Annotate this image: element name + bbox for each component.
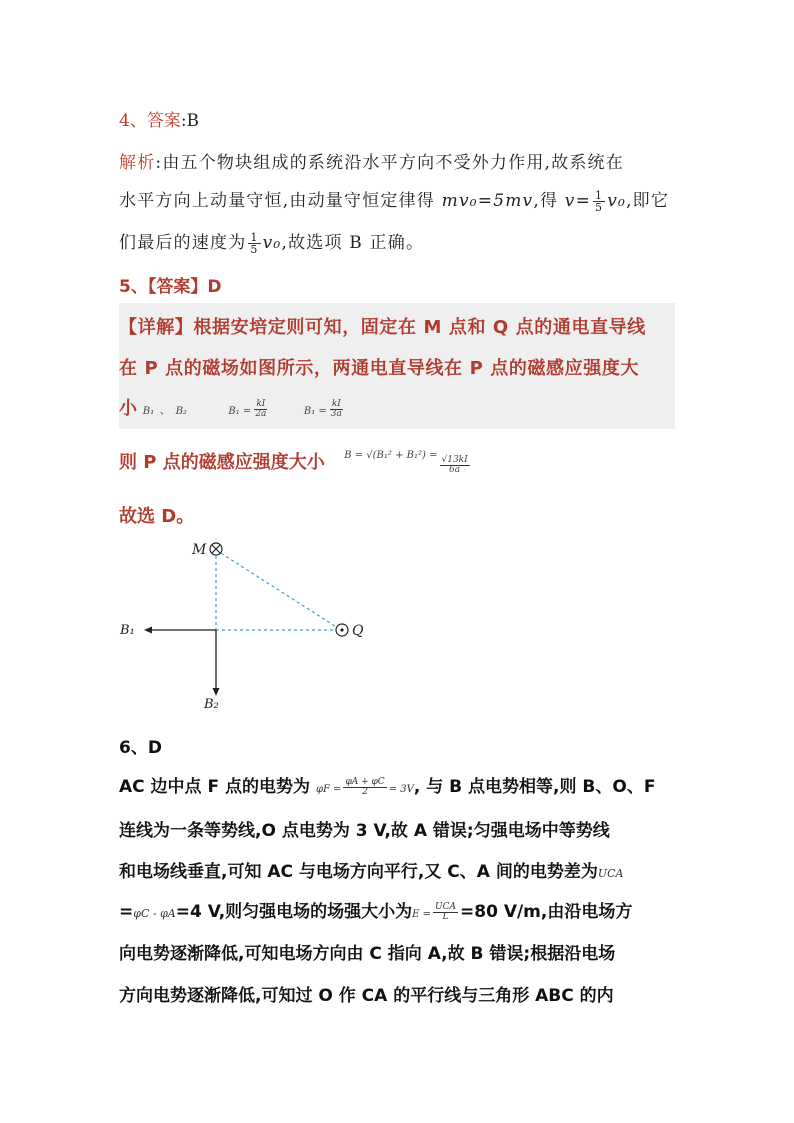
q5-line4-text: 则 P 点的磁感应强度大小 bbox=[119, 452, 325, 473]
q4-frac-den: 5 bbox=[595, 201, 604, 214]
q4-answer-line bbox=[119, 106, 199, 131]
q6-line4-phi: φC - φA bbox=[133, 907, 176, 920]
q4-explain-line1 bbox=[119, 148, 624, 173]
q5-eq-b1-frac bbox=[253, 400, 268, 419]
q4-number: 4、 bbox=[119, 111, 147, 131]
q6-header: 6、D bbox=[119, 738, 162, 758]
q5-eq-b1-num: kI bbox=[256, 398, 266, 409]
q4-frac2-num: 1 bbox=[250, 231, 259, 244]
magnetic-field-diagram bbox=[110, 530, 390, 720]
q6-line2: 连线为一条等势线,O 点电势为 3 V,故 A 错误;匀强电场中等势线 bbox=[119, 821, 610, 841]
q4-explain-line3 bbox=[119, 228, 424, 255]
label-q: Q bbox=[352, 623, 364, 639]
q4-v0-2: v₀ bbox=[262, 233, 282, 253]
q5-eq-b1-den: 2a bbox=[255, 408, 267, 419]
q5-line1: 【详解】根据安培定则可知，固定在 M 点和 Q 点的通电直导线 bbox=[119, 317, 646, 338]
q6-line4a-text: = bbox=[119, 902, 134, 922]
q4-v-eq: v= bbox=[564, 191, 592, 211]
q4-explain-label: 解析 bbox=[119, 153, 156, 173]
q5-line5: 故选 D。 bbox=[119, 506, 195, 527]
q6-eq-phi-rhs: = 3V bbox=[388, 784, 414, 795]
q4-fraction bbox=[593, 190, 605, 213]
q5-eq-b-den: 6a bbox=[449, 465, 461, 475]
q4-fraction-2 bbox=[248, 232, 260, 255]
q5-eq-b-num: √13kI bbox=[441, 455, 468, 465]
q5-eq-b2-num: kI bbox=[331, 398, 341, 409]
q5-sep: 、 bbox=[159, 406, 170, 417]
q5-eq-b-frac bbox=[440, 456, 470, 475]
q5-eq-b2-lhs: B₁ = bbox=[303, 406, 327, 417]
q6-line4c-text: =80 V/m,由沿电场方 bbox=[460, 902, 633, 922]
label-b2: B₂ bbox=[204, 697, 219, 712]
wire-q-out-of-page-icon bbox=[336, 624, 348, 636]
wire-m-into-page-icon bbox=[210, 543, 222, 555]
q5-eq-b2-frac bbox=[329, 400, 344, 419]
q4-eq1: mv₀=5mv bbox=[441, 191, 534, 211]
q6-line1 bbox=[119, 772, 655, 797]
q6-line3 bbox=[119, 857, 624, 882]
q5-header: 5、【答案】D bbox=[119, 277, 222, 297]
label-m: M bbox=[192, 542, 207, 558]
arrow-b2-icon bbox=[213, 630, 220, 696]
dotted-line-mq bbox=[216, 550, 338, 628]
q5-line2: 在 P 点的磁场如图所示，两通电直导线在 P 点的磁感应强度大 bbox=[119, 358, 640, 379]
q6-line1b-text: , 与 B 点电势相等,则 B、O、F bbox=[413, 777, 656, 797]
q4-line2a-text: 水平方向上动量守恒,由动量守恒定律得 bbox=[119, 191, 436, 211]
q6-eq-phi-den: 2 bbox=[362, 786, 368, 797]
q5-line3-text: 小 bbox=[119, 398, 137, 419]
q6-line3a-text: 和电场线垂直,可知 AC 与电场方向平行,又 C、A 间的电势差为 bbox=[119, 862, 598, 882]
q6-line4 bbox=[119, 897, 632, 922]
q6-line5: 向电势逐渐降低,可知电场方向由 C 指向 A,故 B 错误;根据沿电场 bbox=[119, 944, 616, 964]
q6-eq-e-num: UCA bbox=[435, 901, 456, 912]
q5-b1: B₁ bbox=[142, 406, 155, 417]
q6-eq-e-frac bbox=[433, 903, 458, 922]
q4-line3a-text: 们最后的速度为 bbox=[119, 233, 247, 253]
q6-eq-phi-frac bbox=[343, 778, 386, 797]
q4-v0: v₀ bbox=[607, 191, 627, 211]
q6-eq-e-lhs: E = bbox=[412, 909, 432, 920]
q4-line3b-text: ,故选项 B 正确。 bbox=[281, 233, 425, 253]
q4-line1-text: :由五个物块组成的系统沿水平方向不受外力作用,故系统在 bbox=[155, 153, 624, 173]
q5-eq-b2-den: 3a bbox=[330, 408, 342, 419]
q4-explain-line2 bbox=[119, 186, 669, 213]
label-b1: B₁ bbox=[120, 623, 135, 638]
q4-answer-value: :B bbox=[180, 111, 200, 131]
q4-line2b-text: ,得 bbox=[533, 191, 559, 211]
arrow-b1-icon bbox=[144, 627, 216, 634]
q6-line6: 方向电势逐渐降低,可知过 O 作 CA 的平行线与三角形 ABC 的内 bbox=[119, 986, 614, 1006]
q6-eq-phi-lhs: φF = bbox=[315, 784, 342, 795]
q4-answer-label: 答案 bbox=[146, 111, 181, 131]
q4-line2c-text: ,即它 bbox=[626, 191, 670, 211]
q5-b2: B₂ bbox=[175, 406, 187, 417]
q5-line3 bbox=[119, 394, 346, 420]
q6-uca: UCA bbox=[597, 867, 624, 880]
q5-eq-b-lhs: B = √(B₁² + B₁²) = bbox=[344, 450, 438, 461]
q6-line4b-text: =4 V,则匀强电场的场强大小为 bbox=[175, 902, 413, 922]
q6-eq-phi-num: φA + φC bbox=[345, 776, 385, 787]
q5-line4 bbox=[119, 448, 472, 475]
q6-eq-e-den: L bbox=[442, 911, 449, 922]
q4-frac2-den: 5 bbox=[250, 243, 259, 256]
q5-eq-b1-lhs: B₁ = bbox=[228, 406, 252, 417]
q4-frac-num: 1 bbox=[595, 189, 604, 202]
q6-line1a-text: AC 边中点 F 点的电势为 bbox=[119, 777, 311, 797]
